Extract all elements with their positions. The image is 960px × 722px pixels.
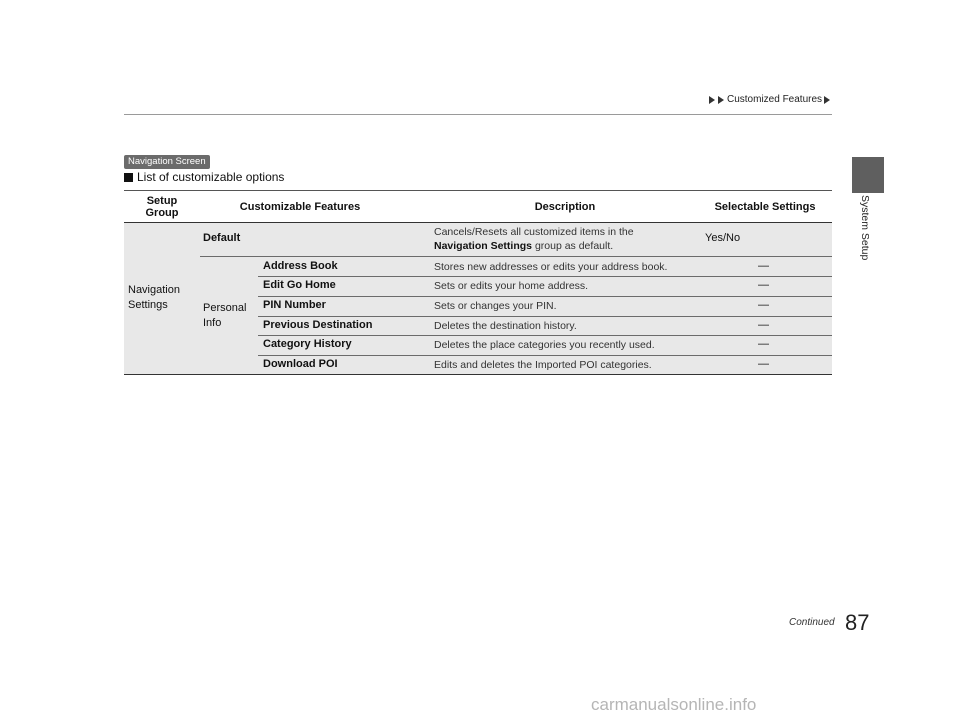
header-rule [124, 114, 832, 115]
continued-label: Continued [789, 617, 835, 628]
row-separator [258, 335, 832, 336]
feature-category-history: Category History [263, 338, 352, 350]
subgroup-personal-info: Personal Info [203, 302, 247, 329]
feature-edit-go-home: Edit Go Home [263, 279, 336, 291]
description-default-suffix: group as default. [534, 240, 614, 252]
description-download-poi: Edits and deletes the Imported POI categories. [434, 359, 652, 371]
group-navigation-settings: Navigation Settings [128, 284, 180, 311]
setting-edit-go-home: — [758, 279, 769, 291]
description-edit-go-home: Sets or edits your home address. [434, 280, 589, 292]
setting-default: Yes/No [705, 232, 741, 244]
row-separator [258, 355, 832, 356]
row-separator [200, 256, 832, 257]
navigation-screen-badge: Navigation Screen [124, 155, 210, 169]
description-default [434, 225, 634, 253]
feature-download-poi: Download POI [263, 358, 338, 370]
header-customizable-features: Customizable Features [239, 201, 361, 213]
table-top-rule [124, 222, 832, 223]
header-setup-group: Setup Group [145, 195, 179, 219]
triangle-right-icon [824, 96, 830, 104]
triangle-right-icon [718, 96, 724, 104]
description-address-book: Stores new addresses or edits your address book. [434, 261, 668, 273]
section-title-text: List of customizable options [137, 170, 285, 184]
description-pin-number: Sets or changes your PIN. [434, 300, 557, 312]
row-separator [258, 316, 832, 317]
description-previous-destination: Deletes the destination history. [434, 320, 577, 332]
watermark: carmanualsonline.info [591, 695, 757, 714]
setting-previous-destination: — [758, 319, 769, 331]
table-header-top-rule [124, 190, 832, 191]
header-description: Description [534, 201, 596, 213]
feature-default: Default [203, 232, 241, 244]
square-bullet-icon [124, 173, 133, 182]
row-separator [258, 296, 832, 297]
table-bottom-rule [124, 374, 832, 375]
feature-previous-destination: Previous Destination [263, 319, 373, 331]
breadcrumb-text: Customized Features [727, 94, 823, 105]
setting-pin-number: — [758, 299, 769, 311]
side-tab-label: System Setup [859, 195, 871, 261]
triangle-right-icon [709, 96, 715, 104]
page-number: 87 [845, 610, 870, 635]
feature-address-book: Address Book [263, 260, 338, 272]
row-separator [258, 276, 832, 277]
description-default-prefix: Cancels/Resets all customized items in the [434, 226, 634, 238]
header-selectable-settings: Selectable Settings [714, 201, 816, 213]
feature-pin-number: PIN Number [263, 299, 326, 311]
description-category-history: Deletes the place categories you recently used. [434, 339, 655, 351]
side-tab-block [852, 157, 884, 193]
description-default-bold: Navigation Settings [434, 240, 533, 252]
setting-address-book: — [758, 260, 769, 272]
breadcrumb [709, 94, 831, 105]
setting-category-history: — [758, 338, 769, 350]
section-title [124, 170, 284, 184]
setting-download-poi: — [758, 358, 769, 370]
